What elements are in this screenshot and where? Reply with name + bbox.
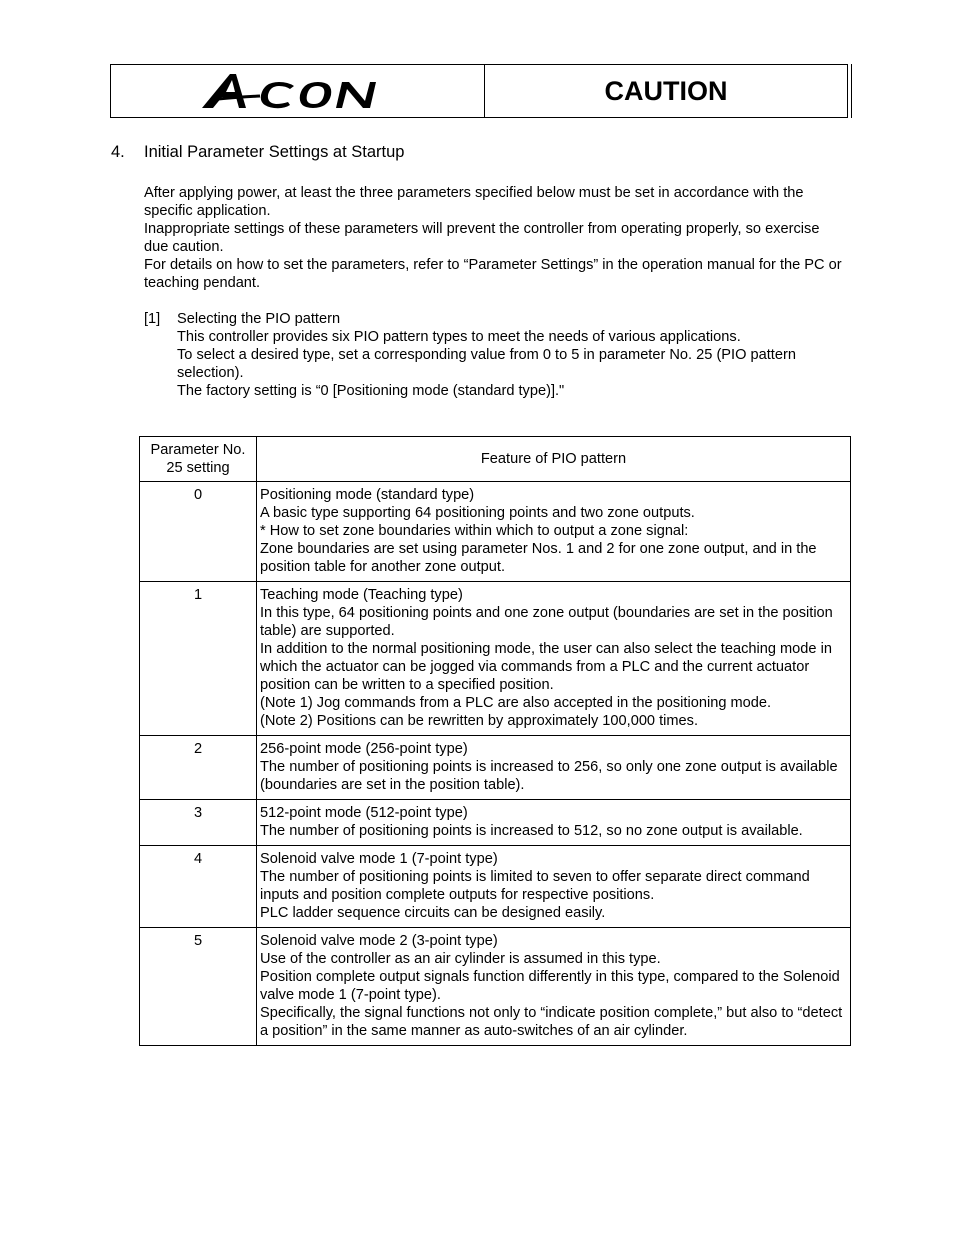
table-row — [140, 800, 851, 846]
feature-line: Solenoid valve mode 1 (7-point type) — [260, 851, 498, 867]
feature-line: The number of positioning points is increased to 256, so only one zone output is available (boundaries are set in the position table). — [260, 759, 838, 793]
feature-cell — [257, 928, 851, 1046]
table-row — [140, 736, 851, 800]
feature-cell — [257, 846, 851, 928]
feature-line: (Note 1) Jog commands from a PLC are also accepted in the positioning mode. — [260, 695, 772, 711]
table-row — [140, 846, 851, 928]
item-line: This controller provides six PIO pattern types to meet the needs of various applications. — [177, 329, 741, 345]
item-tag: [1] — [144, 311, 161, 327]
feature-line: 512-point mode (512-point type) — [260, 805, 468, 821]
setting-value: 2 — [140, 736, 257, 800]
section-number: 4. — [111, 143, 125, 161]
feature-cell — [257, 800, 851, 846]
feature-line: 256-point mode (256-point type) — [260, 741, 468, 757]
setting-value: 4 — [140, 846, 257, 928]
pio-pattern-table — [139, 436, 851, 1046]
feature-line: Teaching mode (Teaching type) — [260, 587, 463, 603]
acon-logo — [200, 70, 396, 112]
caution-label: CAUTION — [604, 75, 728, 106]
intro-paragraph: Inappropriate settings of these parameters will prevent the controller from operating properly, so exercise due caution. — [144, 220, 820, 255]
setting-value: 5 — [140, 928, 257, 1046]
intro-paragraph: After applying power, at least the three parameters specified below must be set in accordance with the specific application. — [144, 185, 804, 219]
column-header-parameter — [140, 437, 257, 482]
table-row — [140, 582, 851, 736]
logo-cell — [111, 65, 485, 117]
feature-line: In this type, 64 positioning points and one zone output (boundaries are set in the position table) are supported. — [260, 605, 833, 639]
feature-line: Positioning mode (standard type) — [260, 487, 475, 503]
feature-line: Use of the controller as an air cylinder is assumed in this type. — [260, 951, 661, 967]
feature-line: PLC ladder sequence circuits can be designed easily. — [260, 905, 606, 921]
column-header-feature: Feature of PIO pattern — [257, 437, 851, 482]
feature-line: A basic type supporting 64 positioning points and two zone outputs. — [260, 505, 695, 521]
item-title: Selecting the PIO pattern — [177, 311, 341, 327]
table-header-row — [140, 437, 851, 482]
setting-value: 0 — [140, 482, 257, 582]
page-header — [110, 64, 848, 118]
item-line: The factory setting is “0 [Positioning mode (standard type)]." — [177, 383, 565, 399]
intro-text — [144, 185, 844, 292]
item-pio-pattern — [144, 310, 849, 400]
feature-line: The number of positioning points is limited to seven to offer separate direct command inputs and position complete outputs for respective positions. — [260, 869, 810, 903]
table-row — [140, 482, 851, 582]
table-row — [140, 928, 851, 1046]
feature-cell — [257, 582, 851, 736]
setting-value: 3 — [140, 800, 257, 846]
feature-line: Specifically, the signal functions not only to “indicate position complete,” but also to “detect a position” in the same manner as auto-switches of an air cylinder. — [260, 1005, 843, 1039]
feature-line: * How to set zone boundaries within which to output a zone signal: — [260, 523, 689, 539]
feature-line: (Note 2) Positions can be rewritten by approximately 100,000 times. — [260, 713, 699, 729]
column-header-line: 25 setting — [166, 460, 230, 476]
feature-line: Zone boundaries are set using parameter Nos. 1 and 2 for one zone output, and in the position table for another zone output. — [260, 541, 817, 575]
section-title: Initial Parameter Settings at Startup — [144, 143, 405, 161]
column-header-line: Parameter No. — [150, 442, 246, 458]
feature-line: Position complete output signals function differently in this type, compared to the Solenoid valve mode 1 (7-point type). — [260, 969, 840, 1003]
item-line: To select a desired type, set a corresponding value from 0 to 5 in parameter No. 25 (PIO pattern selection). — [177, 347, 796, 381]
section-heading — [111, 143, 404, 162]
intro-paragraph: For details on how to set the parameters, refer to “Parameter Settings” in the operation manual for the PC or teaching pendant. — [144, 256, 842, 291]
feature-cell — [257, 736, 851, 800]
feature-line: Solenoid valve mode 2 (3-point type) — [260, 933, 498, 949]
setting-value: 1 — [140, 582, 257, 736]
feature-cell — [257, 482, 851, 582]
feature-line: The number of positioning points is increased to 512, so no zone output is available. — [260, 823, 803, 839]
feature-line: In addition to the normal positioning mode, the user can also select the teaching mode in which the actuator can be jogged via commands from a PLC and the current actuator position can be written to a specified position. — [260, 641, 832, 693]
